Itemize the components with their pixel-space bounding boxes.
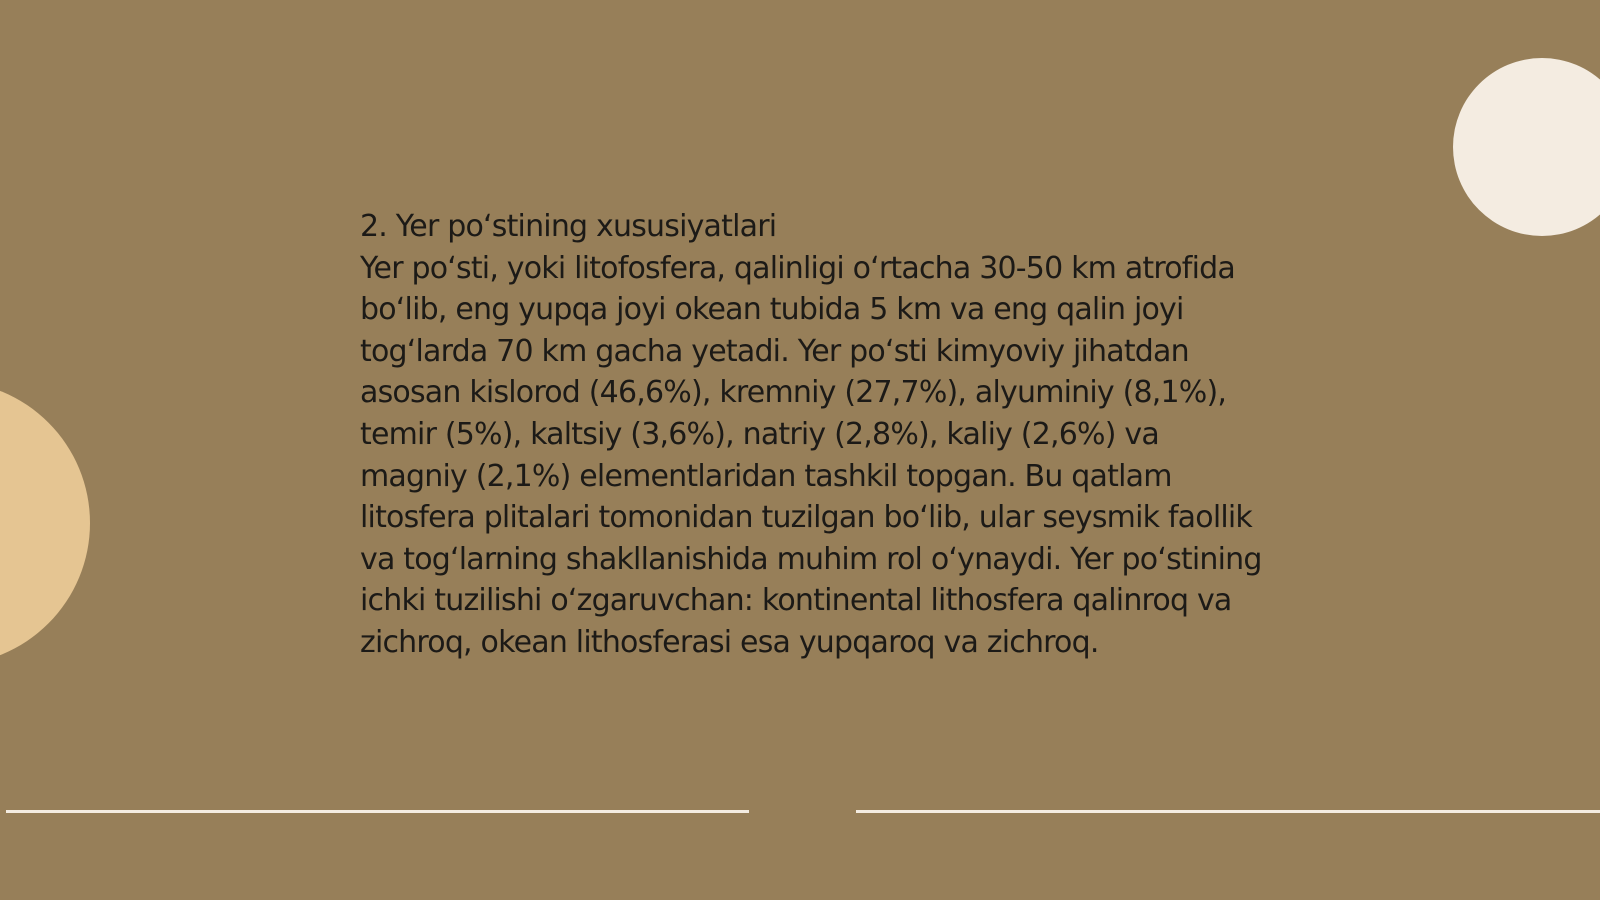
slide-text-block (360, 206, 1265, 664)
slide-heading: 2. Yer po‘stining xususiyatlari (360, 209, 777, 244)
divider-line-right (856, 810, 1600, 813)
divider-line-left (6, 810, 749, 813)
decorative-circle-right (1453, 58, 1600, 236)
decorative-circle-left (0, 381, 90, 665)
slide-body: Yer po‘sti, yoki litofosfera, qalinligi o‘rtacha 30-50 km atrofida bo‘lib, eng yupqa joyi okean tubida 5 km va eng qalin joyi tog‘larda 70 km gacha yetadi. Yer po‘sti kimyoviy jihatdan asosan kislorod (46,6%), kremniy (27,7%), alyuminiy (8,1%), temir (5%), kaltsiy (3,6%), natriy (2,8%), kaliy (2,6%) va magniy (2,1%) elementlaridan tashkil topgan. Bu qatlam litosfera plitalari tomonidan tuzilgan bo‘lib, ular seysmik faollik va tog‘larning shakllanishida muhim rol o‘ynaydi. Yer po‘stining ichki tuzilishi o‘zgaruvchan: kontinental lithosfera qalinroq va zichroq, okean lithosferasi esa yupqaroq va zichroq. (360, 250, 1262, 660)
